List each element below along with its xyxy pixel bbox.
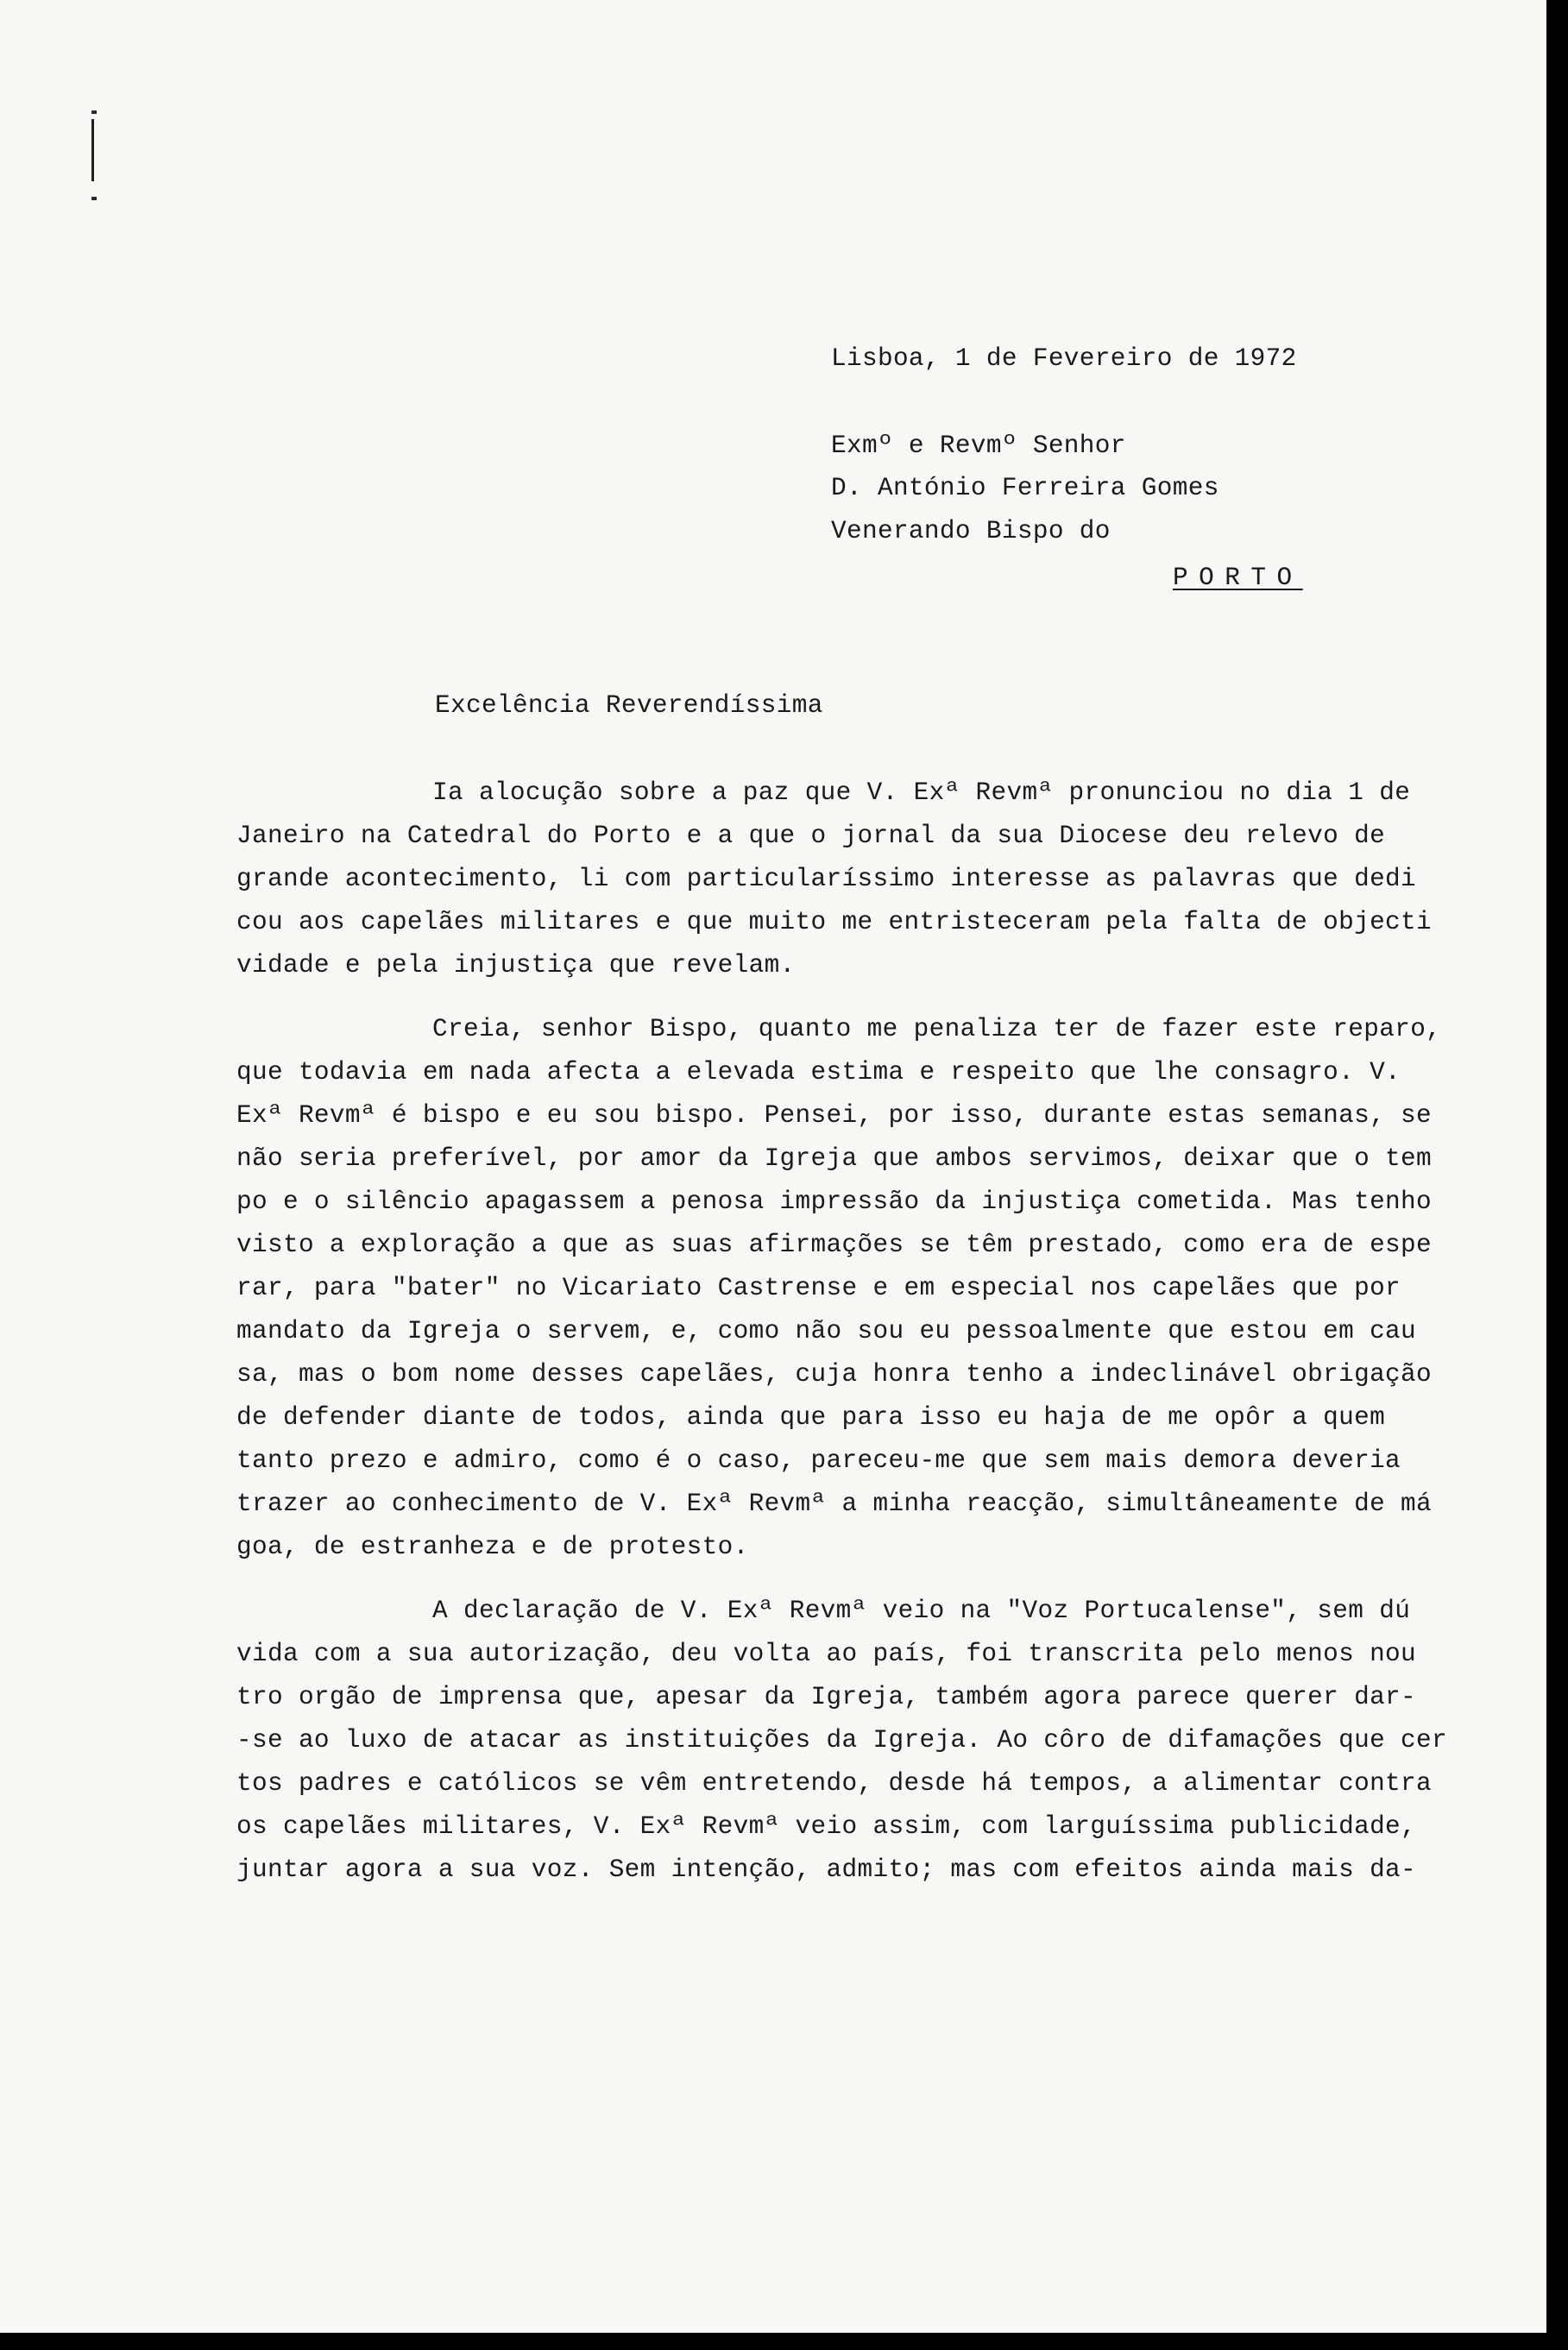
addressee-line: Exmº e Revmº Senhor [831,432,1126,460]
salutation: Excelência Reverendíssima [435,691,823,720]
margin-dot [91,197,97,200]
body-line: que todavia em nada afecta a elevada estima e respeito que lhe consagro. V. [236,1058,1401,1087]
body-line: os capelães militares, V. Exª Revmª veio assim, com larguíssima publicidade, [236,1812,1417,1841]
addressee-line: Venerando Bispo do [831,517,1111,545]
body-line: vidade e pela injustiça que revelam. [236,951,796,980]
body-line: A declaração de V. Exª Revmª veio na "Voz Portucalense", sem dú [432,1597,1411,1625]
body-line: Creia, senhor Bispo, quanto me penaliza ter de fazer este reparo, [432,1015,1442,1043]
body-line: Exª Revmª é bispo e eu sou bispo. Pensei, por isso, durante estas semanas, se [236,1101,1433,1130]
body-line: juntar agora a sua voz. Sem intenção, admito; mas com efeitos ainda mais da- [236,1855,1417,1884]
body-line: Janeiro na Catedral do Porto e a que o jornal da sua Diocese deu relevo de [236,822,1386,850]
body-line: cou aos capelães militares e que muito me entristeceram pela falta de objecti [236,908,1433,936]
body-line: tro orgão de imprensa que, apesar da Igreja, também agora parece querer dar- [236,1683,1417,1711]
body-line: Ia alocução sobre a paz que V. Exª Revmª pronunciou no dia 1 de [432,778,1411,807]
body-line: vida com a sua autorização, deu volta ao país, foi transcrita pelo menos nou [236,1640,1417,1668]
body-line: tanto prezo e admiro, como é o caso, pareceu-me que sem mais demora deveria [236,1446,1401,1475]
body-line: goa, de estranheza e de protesto. [236,1533,749,1561]
body-line: trazer ao conhecimento de V. Exª Revmª a minha reacção, simultâneamente de má [236,1490,1433,1518]
body-line: de defender diante de todos, ainda que para isso eu haja de me opôr a quem [236,1403,1386,1432]
destination-city: PORTO [1173,564,1303,592]
body-line: mandato da Igreja o servem, e, como não sou eu pessoalmente que estou em cau [236,1317,1417,1345]
body-line: sa, mas o bom nome desses capelães, cuja honra tenho a indeclinável obrigação [236,1360,1433,1389]
body-line: po e o silêncio apagassem a penosa impressão da injustiça cometida. Mas tenho [236,1188,1433,1216]
body-line: tos padres e católicos se vêm entretendo, desde há tempos, a alimentar contra [236,1769,1433,1798]
body-line: rar, para "bater" no Vicariato Castrense e em especial nos capelães que por [236,1274,1401,1302]
margin-binding-mark [91,119,94,181]
addressee-line: D. António Ferreira Gomes [831,474,1219,502]
body-line: visto a exploração a que as suas afirmações se têm prestado, como era de espe [236,1231,1433,1259]
body-line: não seria preferível, por amor da Igreja que ambos servimos, deixar que o tem [236,1144,1433,1173]
place-date: Lisboa, 1 de Fevereiro de 1972 [831,344,1297,373]
body-line: grande acontecimento, li com particularíssimo interesse as palavras que dedi [236,865,1417,893]
margin-dot [91,110,97,114]
body-line: -se ao luxo de atacar as instituições da Igreja. Ao côro de difamações que cer [236,1726,1448,1755]
